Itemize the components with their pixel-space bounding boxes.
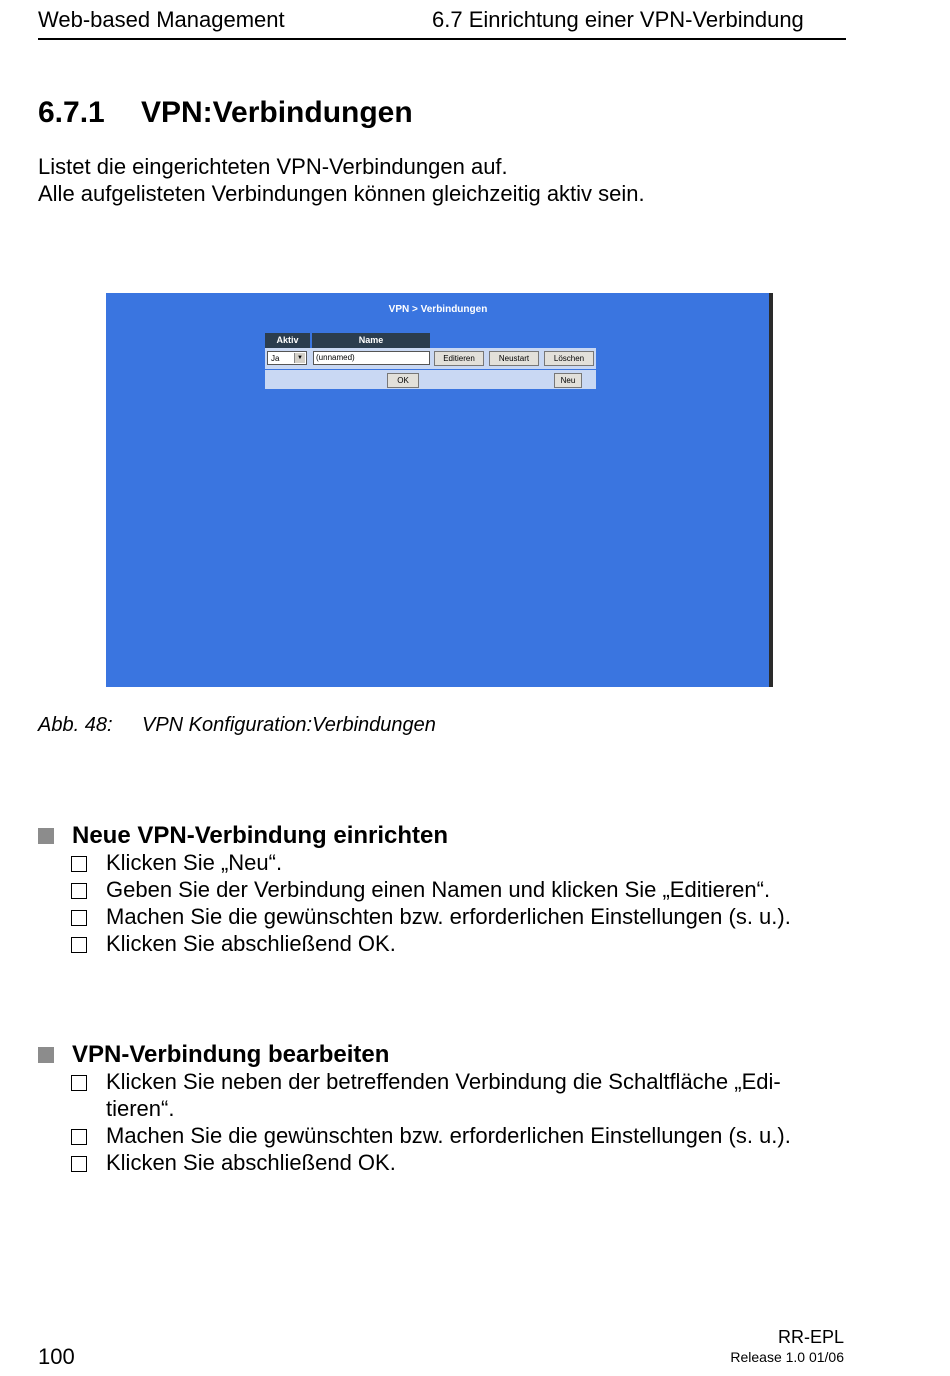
- active-select-value: Ja: [271, 354, 280, 363]
- dropdown-arrow-icon: ▼: [294, 353, 305, 363]
- footer-release: Release 1.0 01/06: [730, 1349, 844, 1365]
- step-text: Machen Sie die gewünschten bzw. erforderlichen Einstellungen (s. u.).: [106, 1123, 791, 1148]
- checkbox-icon: [71, 883, 87, 899]
- checkbox-icon: [71, 856, 87, 872]
- section-number: 6.7.1: [38, 96, 105, 129]
- square-bullet-icon: [38, 1047, 54, 1063]
- step-text: Klicken Sie abschließend OK.: [106, 931, 396, 956]
- connection-name-field[interactable]: (unnamed): [313, 351, 430, 365]
- vpn-connections-screenshot: [106, 293, 770, 687]
- figure-caption: [38, 714, 436, 737]
- step-text: Klicken Sie neben der betreffenden Verbindung die Schaltfläche „Edi-: [106, 1069, 781, 1094]
- figure-label: Abb. 48:: [38, 714, 113, 736]
- page-number: 100: [38, 1344, 75, 1369]
- column-header-name: Name: [312, 333, 430, 348]
- column-header-active: Aktiv: [265, 333, 310, 348]
- step-text: Klicken Sie abschließend OK.: [106, 1150, 396, 1175]
- step-text: Geben Sie der Verbindung einen Namen und klicken Sie „Editieren“.: [106, 877, 771, 902]
- block-heading-text: Neue VPN-Verbindung einrichten: [72, 822, 449, 849]
- square-bullet-icon: [38, 828, 54, 844]
- running-header-left: Web-based Management: [38, 7, 285, 32]
- ok-button[interactable]: OK: [387, 373, 419, 388]
- step-text: Klicken Sie „Neu“.: [106, 850, 283, 875]
- restart-button[interactable]: Neustart: [489, 351, 539, 366]
- active-select[interactable]: [267, 351, 307, 365]
- section-title: [38, 96, 413, 130]
- checkbox-icon: [71, 1129, 87, 1145]
- checkbox-icon: [71, 1156, 87, 1172]
- checkbox-icon: [71, 1075, 87, 1091]
- header-rule: [38, 38, 846, 40]
- intro-line: Listet die eingerichteten VPN-Verbindungen auf.: [38, 154, 508, 179]
- edit-button[interactable]: Editieren: [434, 351, 484, 366]
- section-title-text: VPN:Verbindungen: [141, 96, 413, 129]
- running-header-right: 6.7 Einrichtung einer VPN-Verbindung: [432, 7, 804, 32]
- screenshot-border: [769, 293, 773, 687]
- step-text: tieren“.: [106, 1096, 175, 1121]
- checkbox-icon: [71, 937, 87, 953]
- new-button[interactable]: Neu: [554, 373, 582, 388]
- intro-line: Alle aufgelisteten Verbindungen können gleichzeitig aktiv sein.: [38, 181, 645, 206]
- delete-button[interactable]: Löschen: [544, 351, 594, 366]
- screenshot-title: VPN > Verbindungen: [388, 304, 488, 315]
- step-text: Machen Sie die gewünschten bzw. erforderlichen Einstellungen (s. u.).: [106, 904, 791, 929]
- action-row: [265, 370, 596, 389]
- block-heading-text: VPN-Verbindung bearbeiten: [72, 1041, 390, 1068]
- footer-product: RR-EPL: [777, 1327, 844, 1347]
- figure-caption-text: VPN Konfiguration:Verbindungen: [142, 714, 436, 736]
- intro-text: [38, 153, 645, 207]
- checkbox-icon: [71, 910, 87, 926]
